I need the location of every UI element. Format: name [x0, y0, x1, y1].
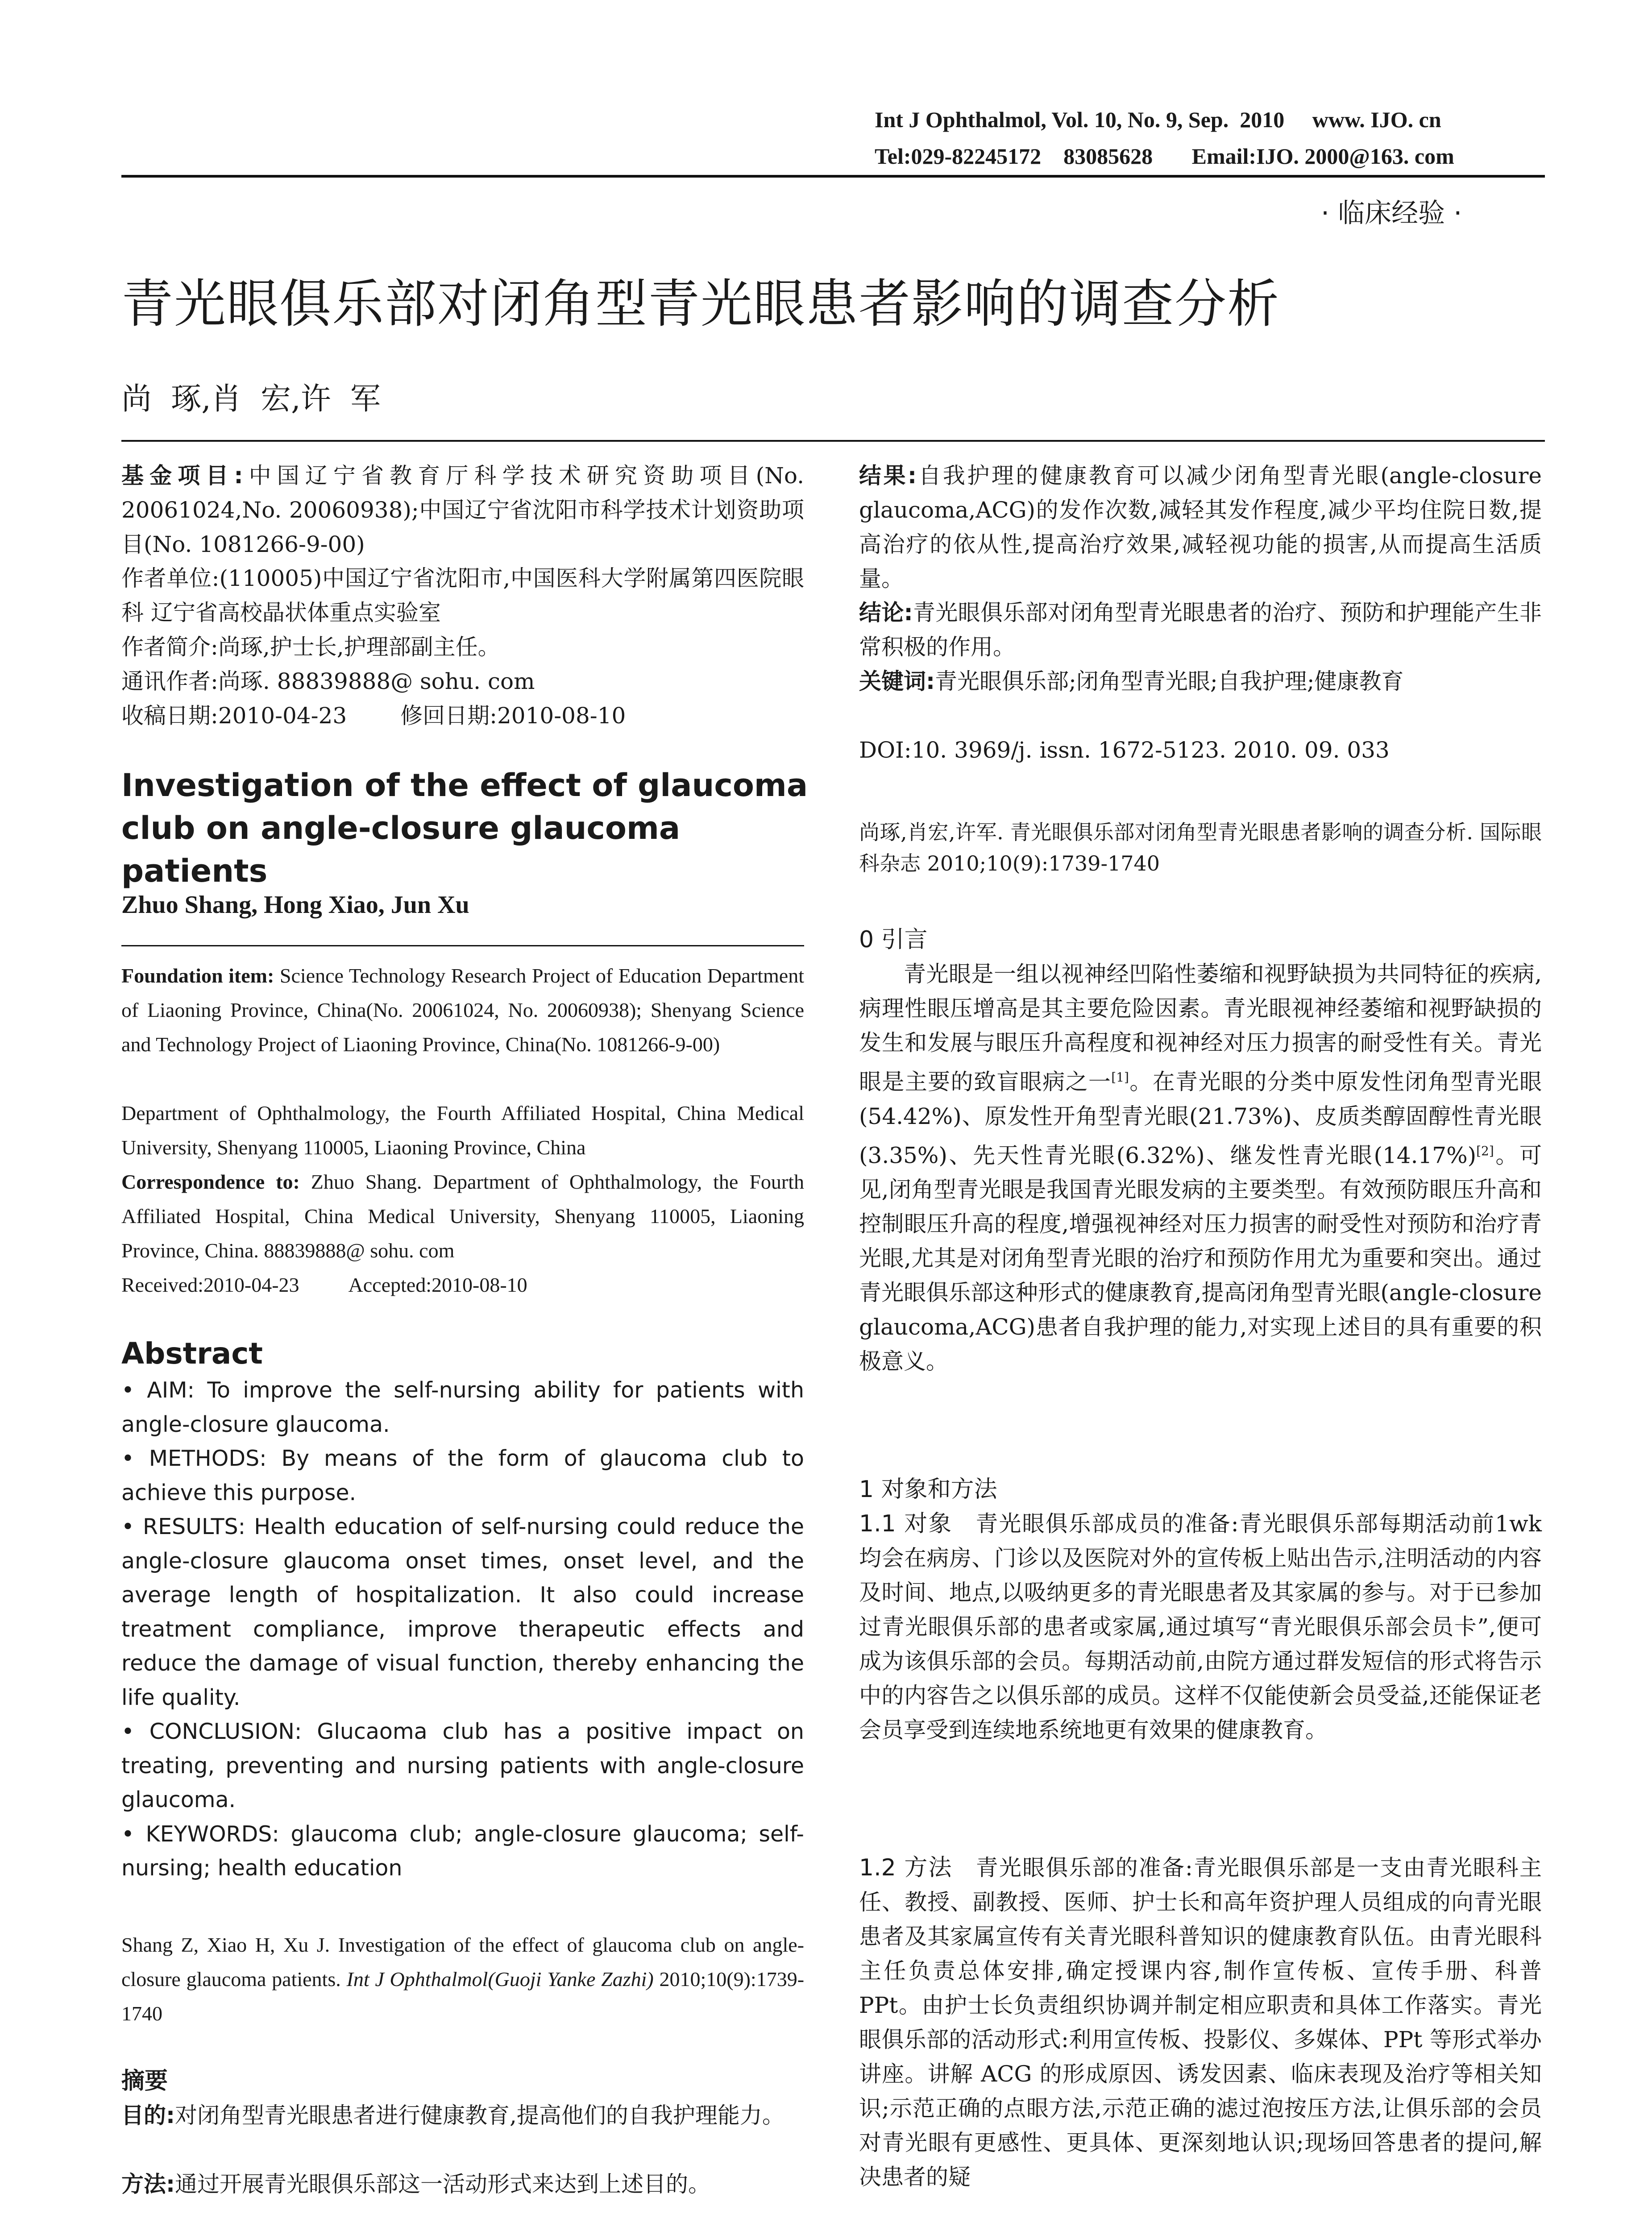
- subsection-1-1: [859, 1507, 1542, 1747]
- cn-abstract-methods: [121, 2167, 804, 2202]
- ref-2: [2]: [1476, 1143, 1494, 1158]
- corresponding-author: 通讯作者:尚琢. 88839888@ sohu. com: [121, 668, 535, 694]
- abstract-keywords: • KEYWORDS: glaucoma club; angle-closure glaucoma; self-nursing; health education: [121, 1821, 804, 1881]
- subsection-1-2: [859, 1851, 1542, 2194]
- cn-aim-text: 对闭角型青光眼患者进行健康教育,提高他们的自我护理能力。: [175, 2102, 784, 2128]
- en-authors-rule: [121, 945, 804, 946]
- subsection-1-1-text: 青光眼俱乐部成员的准备:青光眼俱乐部每期活动前1wk 均会在病房、门诊以及医院对外的宣传板上贴出告示,注明活动的内容及时间、地点,以吸纳更多的青光眼患者及其家属的参与。对于已参加过青光眼俱乐部的患者或家属,通过填写“青光眼俱乐部会员卡”,便可成为该俱乐部的会员。每期活动前,由院方通过群发短信的形式将告示中的内容告之以俱乐部的成员。这样不仅能使新会员受益,还能保证老会员享受到连续地系统地更有效果的健康教育。: [859, 1511, 1542, 1743]
- en-foundation: [121, 958, 804, 1062]
- en-foundation-label: Foundation item:: [121, 964, 274, 987]
- page-title: 青光眼俱乐部对闭角型青光眼患者影响的调查分析: [121, 274, 1280, 334]
- doi: DOI:10. 3969/j. issn. 1672-5123. 2010. 09. 033: [859, 737, 1390, 763]
- en-accepted: Accepted:2010-08-10: [348, 1273, 527, 1296]
- cn-abstract-keywords: [859, 664, 1542, 699]
- en-affiliation: Department of Ophthalmology, the Fourth Affiliated Hospital, China Medical University, Shenyang 110005, Liaoning Province, China: [121, 1102, 804, 1159]
- column-label: · 临床经验 ·: [1321, 198, 1462, 229]
- subsection-1-1-label: 1.1 对象: [859, 1510, 953, 1537]
- cn-results-text: 自我护理的健康教育可以减少闭角型青光眼(angle-closure glaucoma,ACG)的发作次数,减轻其发作程度,减少平均住院日数,提高治疗的依从性,提高治疗效果,减轻视功能的损害,从而提高生活质量。: [859, 463, 1542, 592]
- intro-text-a: 青光眼是一组以视神经凹陷性萎缩和视野缺损为共同特征的疾病,病理性眼压增高是其主要危险因素。青光眼视神经萎缩和视野缺损的发生和发展与眼压升高程度和视神经对压力损害的耐受性有关。青光眼是主要的致盲眼病之一: [859, 961, 1542, 1095]
- en-citation-text: Shang Z, Xiao H, Xu J. Investigation of the effect of glaucoma club on angle-closure glaucoma patients.: [121, 1933, 804, 1990]
- intro-text-c: 。可见,闭角型青光眼是我国青光眼发病的主要类型。有效预防眼压升高和控制眼压升高的程度,增强视神经对压力损害的耐受性对预防和治疗青光眼,尤其是对闭角型青光眼的治疗和预防作用尤为重要和突出。通过青光眼俱乐部这种形式的健康教育,提高闭角型青光眼(angle-closure glaucoma,ACG)患者自我护理的能力,对实现上述目的具有重要的积极意义。: [859, 1142, 1542, 1375]
- received-date-cn: 收稿日期:2010-04-23: [121, 703, 347, 729]
- authors-cn: 尚 琢,肖 宏,许 军: [121, 382, 381, 417]
- methods-heading: 1 对象和方法: [859, 1476, 997, 1503]
- cn-keywords-label: 关键词:: [859, 668, 935, 694]
- funding-block: [121, 459, 804, 562]
- en-citation-tail: 2010;10(9):1739-1740: [121, 1968, 805, 2025]
- abstract-results: • RESULTS: Health education of self-nursing could reduce the angle-closure glaucoma onset times, onset level, and the average length of hospitalization. It also could increase treatment compliance, improve therapeutic effects and reduce the damage of visual function, thereby enhancing the life quality.: [121, 1514, 804, 1710]
- en-dates: [121, 1268, 804, 1302]
- author-unit: 作者单位:(110005)中国辽宁省沈阳市,中国医科大学附属第四医院眼科 辽宁省高校晶状体重点实验室: [121, 565, 804, 626]
- fund-label: 基金项目:: [121, 463, 243, 489]
- cn-conclusion-text: 青光眼俱乐部对闭角型青光眼患者的治疗、预防和护理能产生非常积极的作用。: [859, 600, 1542, 660]
- header-journal-info: Int J Ophthalmol, Vol. 10, No. 9, Sep. 2010 www. IJO. cn: [875, 107, 1441, 132]
- cn-methods-text: 通过开展青光眼俱乐部这一活动形式来达到上述目的。: [175, 2171, 710, 2197]
- dates-cn: [121, 699, 804, 733]
- en-corr-label: Correspondence to:: [121, 1170, 300, 1193]
- subsection-1-2-text: 青光眼俱乐部的准备:青光眼俱乐部是一支由青光眼科主任、教授、副教授、医师、护士长和高年资护理人员组成的向青光眼患者及其家属宣传有关青光眼科普知识的健康教育队伍。由青光眼科主任负责总体安排,确定授课内容,制作宣传板、宣传手册、科普 PPt。由护士长负责组织协调并制定相应职责和具体工作落实。青光眼俱乐部的活动形式:利用宣传板、投影仪、多媒体、PPt 等形式举办讲座。讲解 ACG 的形成原因、诱发因素、临床表现及治疗等相关知识;示范正确的点眼方法,示范正确的滤过泡按压方法,让俱乐部的会员对青光眼有更感性、更具体、更深刻地认识;现场回答患者的提问,解决患者的疑: [859, 1855, 1542, 2190]
- abstract-heading: Abstract: [121, 1336, 263, 1371]
- author-bio: 作者简介:尚琢,护士长,护理部副主任。: [121, 634, 500, 660]
- en-corr-text: Zhuo Shang. Department of Ophthalmology, the Fourth Affiliated Hospital, China Medical University, Shenyang 110005, Liaoning Province, China. 88839888@ sohu. com: [121, 1170, 805, 1262]
- cn-keywords-text: 青光眼俱乐部;闭角型青光眼;自我护理;健康教育: [935, 668, 1404, 694]
- en-foundation-text: Science Technology Research Project of Education Department of Liaoning Province, China(No. 20061024, No. 20060938); Shenyang Science and Technology Project of Liaoning Province, China(No. 1081266-9-00): [121, 964, 804, 1056]
- en-authors: Zhuo Shang, Hong Xiao, Jun Xu: [121, 891, 469, 919]
- en-citation: [121, 1928, 804, 2031]
- title-rule: [121, 440, 1545, 442]
- en-correspondence: [121, 1165, 804, 1268]
- cn-abstract-aim: [121, 2098, 804, 2133]
- en-title: Investigation of the effect of glaucoma club on angle-closure glaucoma patients: [121, 767, 808, 889]
- intro-heading: 0 引言: [859, 926, 928, 953]
- abstract-methods: • METHODS: By means of the form of glaucoma club to achieve this purpose.: [121, 1446, 804, 1505]
- cn-results-label: 结果:: [859, 463, 917, 489]
- en-citation-journal: Int J Ophthalmol(Guoji Yanke Zazhi): [346, 1968, 654, 1990]
- cn-abstract-heading: 摘要: [121, 2068, 168, 2094]
- cn-aim-label: 目的:: [121, 2102, 175, 2128]
- subsection-1-2-label: 1.2 方法: [859, 1854, 953, 1881]
- header-rule: [121, 175, 1545, 178]
- cn-conclusion-label: 结论:: [859, 600, 913, 626]
- intro-text-b: 。在青光眼的分类中原发性闭角型青光眼(54.42%)、原发性开角型青光眼(21.73%)、皮质类醇固醇性青光眼(3.35%)、先天性青光眼(6.32%)、继发性青光眼(14.17%): [859, 1069, 1542, 1169]
- ref-1: [1]: [1111, 1070, 1129, 1085]
- fund-text: 中国辽宁省教育厅科学技术研究资助项目(No. 20061024,No. 20060938);中国辽宁省沈阳市科学技术计划资助项目(No. 1081266-9-00): [121, 463, 804, 557]
- cn-methods-label: 方法:: [121, 2171, 175, 2197]
- header-contact-info: Tel:029-82245172 83085628 Email:IJO. 2000@163. com: [875, 144, 1454, 169]
- abstract-aim: • AIM: To improve the self-nursing ability for patients with angle-closure glaucoma.: [121, 1377, 804, 1437]
- intro-paragraph: [859, 957, 1542, 1379]
- cn-citation: 尚琢,肖宏,许军. 青光眼俱乐部对闭角型青光眼患者影响的调查分析. 国际眼科杂志 2010;10(9):1739-1740: [859, 820, 1542, 875]
- abstract-conclusion: • CONCLUSION: Glucaoma club has a positive impact on treating, preventing and nursing patients with angle-closure glaucoma.: [121, 1719, 804, 1812]
- revised-date-cn: 修回日期:2010-08-10: [400, 703, 626, 729]
- cn-abstract-conclusion: [859, 596, 1542, 664]
- cn-abstract-results: [859, 459, 1542, 596]
- en-received: Received:2010-04-23: [121, 1273, 299, 1296]
- abstract-body: [121, 1373, 804, 1886]
